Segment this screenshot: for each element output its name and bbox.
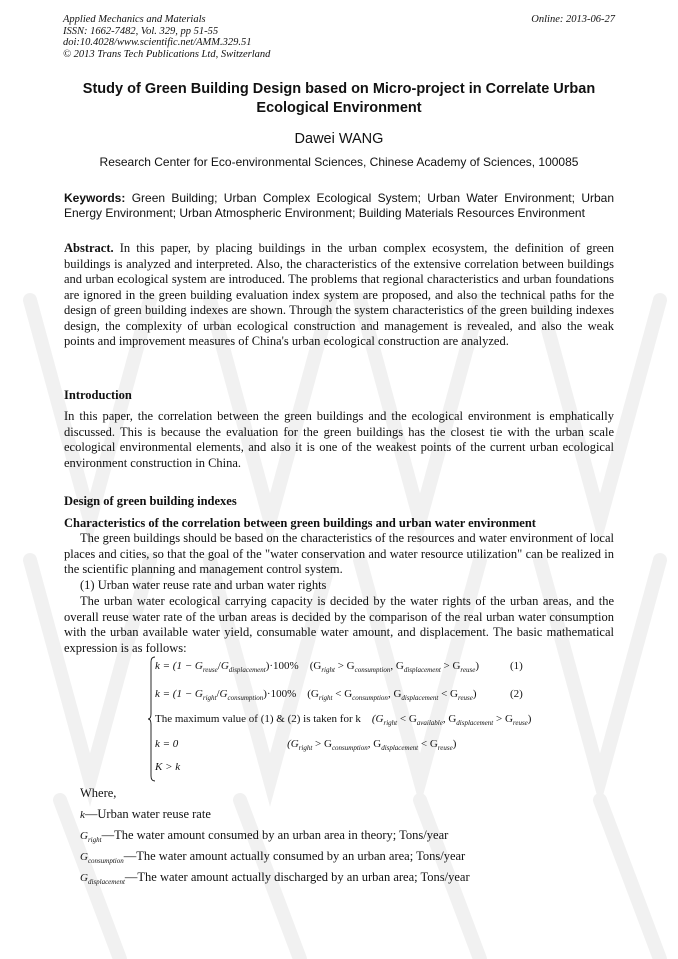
introduction-text: In this paper, the correlation between the green buildings and the ecological environment is emphatically discussed. This is because the evaluation for the green buildings has the closest tie with the urban scale ecological environmental elements, and also it is one of the weakest points of the current urban ecological environment construction in China.	[64, 409, 614, 470]
design-item-1: (1) Urban water reuse rate and urban water rights	[80, 578, 327, 592]
design-paragraph-2: The urban water ecological carrying capacity is decided by the water rights of the urban areas, and the overall reuse water rate of the urban areas is decided by the comparison of the real urban water consumption with the urban available water yield, consumable water amount, and displacement. The basic mathematical expression is as follows:	[64, 594, 614, 655]
equation-number-1: (1)	[510, 660, 523, 672]
equation-row-4: k = 0 ($G_{right} > G_{consumption}$, $G_{displacement} < G_{reuse}$)	[155, 738, 457, 752]
definition-g-displacement: $G_{displacement}—The$ water amount actually discharged by an urban area; Tons/year	[80, 870, 470, 886]
journal-doi[interactable]: doi:10.4028/www.scientific.net/AMM.329.51	[63, 37, 252, 48]
where-label: Where,	[80, 786, 117, 800]
equation-row-1: $k = (1 - G_{reuse}/G_{displacement})\cdot 100\%$ ($G_{right} > G_{consumption}$, $G_{displacement} > G_{reuse}$)	[155, 660, 479, 674]
variable-definitions	[80, 786, 600, 891]
design-heading: Design of green building indexes	[64, 494, 237, 508]
definition-k: k—Urban water reuse rate	[80, 807, 211, 821]
paper-author: Dawei WANG	[294, 131, 384, 147]
introduction-heading: Introduction	[64, 388, 132, 402]
journal-header	[63, 14, 270, 60]
online-date: Online: 2013-06-27	[531, 14, 615, 25]
equation-row-2: $k = (1 - G_{right}/G_{consumption})\cdot 100\%$ ($G_{right} < G_{consumption}$, $G_{displacement} < G_{reuse}$)	[155, 688, 477, 702]
equation-number-2: (2)	[510, 688, 523, 700]
journal-issn: ISSN: 1662-7482, Vol. 329, pp 51-55	[63, 25, 219, 37]
journal-copyright: © 2013 Trans Tech Publications Ltd, Switzerland	[63, 48, 271, 60]
design-subheading: Characteristics of the correlation between green buildings and urban water environment	[64, 516, 536, 530]
equation-row-5: K > k	[155, 761, 181, 773]
keywords-label: Keywords:	[64, 191, 126, 205]
abstract-label: Abstract.	[64, 241, 114, 255]
abstract-text: In this paper, by placing buildings in the urban complex ecosystem, the definition of green buildings is analyzed and interpreted. Also, the characteristics of the extensive correlation between buildings and urban ecological system are introduced. The problems that regional characteristics and urban foundations are ignored in the green building evaluation index system are proposed, and also the technical paths for the design of green building indexes are shown. Through the system characteristics of the green building indexes design, the complexity of urban ecological construction and management is revealed, and also the weak points and improvement measures of China's urban ecological construction are analyzed.	[64, 241, 614, 348]
abstract	[64, 241, 614, 350]
definition-g-consumption: $G_{consumption}—The$ water amount actually consumed by an urban area; Tons/year	[80, 849, 466, 865]
keywords-text: Green Building; Urban Complex Ecological System; Urban Water Environment; Urban Energy Environment; Urban Atmospheric Environment; Building Materials Resources Environment	[64, 191, 614, 220]
paper-title: Study of Green Building Design based on Micro-project in Correlate Urban Ecological Environment	[82, 81, 596, 116]
design-paragraph-1: The green buildings should be based on the characteristics of the resources and water environment of local places and cities, so that the goal of the "water conservation and water resource utilization" can be realized in the scientific planning and management control system.	[64, 531, 614, 576]
journal-name: Applied Mechanics and Materials	[63, 14, 206, 25]
keywords	[64, 191, 614, 221]
equation-system	[148, 656, 588, 782]
paper-affiliation: Research Center for Eco-environmental Sciences, Chinese Academy of Sciences, 100085	[99, 155, 579, 169]
equation-row-3: The maximum value of (1) & (2) is taken for k ($G_{right} < G_{available}$, $G_{displacement} > G_{reuse}$)	[155, 713, 532, 727]
definition-g-right: $G_{right}—The$ water amount consumed by an urban area in theory; Tons/year	[80, 828, 449, 844]
